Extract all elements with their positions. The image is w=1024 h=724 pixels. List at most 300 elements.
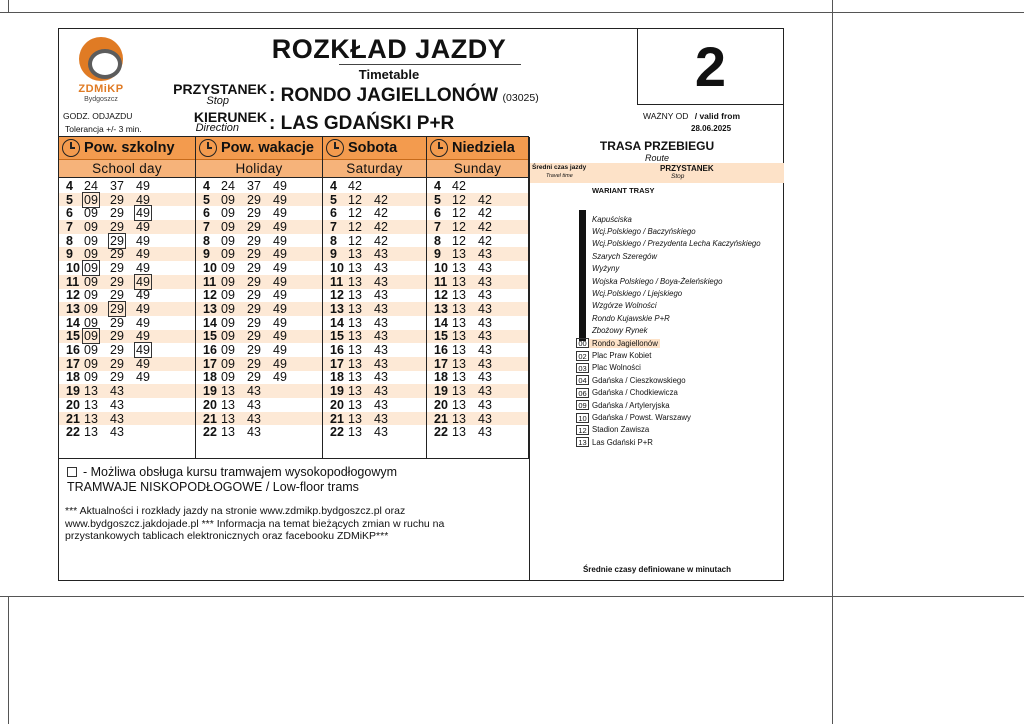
minute-cell [243, 261, 269, 275]
minute: 29 [110, 302, 124, 317]
minute-cell [106, 247, 132, 261]
minute: 29 [247, 288, 261, 303]
hour: 19 [203, 384, 217, 399]
minute-cell [370, 234, 396, 248]
hour: 12 [434, 288, 448, 303]
route-stop-name: Gdańska / Cieszkowskiego [592, 375, 686, 385]
minute-cell [217, 261, 243, 275]
schedule-row [427, 316, 528, 330]
route-stop-time: 03 [576, 363, 589, 373]
minute: 09 [84, 206, 98, 221]
minute-cell [344, 425, 370, 439]
column-rows [196, 178, 322, 439]
hour: 4 [330, 178, 337, 193]
minute-cell [269, 302, 295, 316]
minute-cell [132, 316, 158, 330]
minute: 49 [273, 356, 287, 371]
schedule-column-sunday [427, 137, 529, 458]
hour: 16 [434, 343, 448, 358]
schedule-row [59, 206, 195, 220]
minute: 13 [348, 343, 362, 358]
minute-cell [269, 206, 295, 220]
minute: 13 [348, 411, 362, 426]
minute-cell [106, 357, 132, 371]
route-stop [576, 275, 722, 287]
minute-cell [132, 261, 158, 275]
minute: 29 [247, 370, 261, 385]
minute: 43 [374, 384, 388, 399]
minute: 43 [374, 425, 388, 440]
column-subtitle: Holiday [196, 160, 322, 178]
schedule-row [427, 289, 528, 303]
hour: 12 [203, 288, 217, 303]
valid-from-label-en: / valid from [694, 111, 741, 121]
minute: 09 [84, 219, 98, 234]
minute: 09 [221, 343, 235, 358]
hour: 8 [434, 233, 441, 248]
minute-cell [217, 247, 243, 261]
minute-cell [80, 261, 106, 275]
schedule-row [323, 384, 426, 398]
minute-cell [80, 425, 106, 439]
minute-cell [132, 179, 158, 193]
schedule-row [323, 371, 426, 385]
route-stop-name: Wcj.Polskiego / Ljejskiego [592, 289, 683, 299]
page-title: ROZKŁAD JAZDY [271, 34, 507, 64]
schedule-row [59, 357, 195, 371]
minute: 49 [273, 302, 287, 317]
schedule-row [59, 261, 195, 275]
minute: 49 [136, 192, 150, 207]
schedule-row [59, 384, 195, 398]
schedule-row [323, 179, 426, 193]
schedule-row [323, 289, 426, 303]
minute-cell [344, 412, 370, 426]
minute-cell [217, 343, 243, 357]
title-underline [339, 64, 521, 65]
route-stop-name: Gdańska / Powst. Warszawy [592, 413, 691, 423]
minute-cell [217, 398, 243, 412]
hour: 5 [66, 192, 73, 207]
minute-cell [370, 275, 396, 289]
minute: 13 [221, 384, 235, 399]
minute: 43 [374, 356, 388, 371]
minute: 49 [273, 219, 287, 234]
minute: 13 [452, 302, 466, 317]
route-stop-name: Stadion Zawisza [592, 425, 650, 435]
route-stop-time: 09 [576, 400, 589, 410]
minute: 49 [136, 288, 150, 303]
minute-cell [370, 384, 396, 398]
minute-cell [243, 412, 269, 426]
schedule-row [427, 234, 528, 248]
minute: 43 [374, 274, 388, 289]
minute: 09 [84, 329, 98, 344]
hour: 9 [330, 247, 337, 262]
minute-cell [448, 398, 474, 412]
minute: 13 [84, 384, 98, 399]
minute: 42 [374, 192, 388, 207]
hour: 6 [203, 206, 210, 221]
minute-cell [217, 384, 243, 398]
route-table-header [530, 163, 784, 183]
hour: 7 [330, 219, 337, 234]
minute: 42 [478, 192, 492, 207]
route-stop-name: Rondo Jagiellonów [589, 339, 660, 348]
minute-cell [344, 234, 370, 248]
minute: 29 [247, 302, 261, 317]
depart-label: GODZ. ODJAZDU [63, 111, 133, 121]
minute-cell [106, 329, 132, 343]
minute: 09 [221, 356, 235, 371]
stop-name-row [269, 85, 539, 107]
minute-cell [269, 220, 295, 234]
minute-cell [132, 247, 158, 261]
hour: 22 [434, 425, 448, 440]
schedule-row [59, 330, 195, 344]
hour: 5 [330, 192, 337, 207]
minute-cell [344, 316, 370, 330]
route-stop [576, 374, 686, 386]
minute-cell [217, 234, 243, 248]
minute: 49 [273, 370, 287, 385]
minute-cell [370, 343, 396, 357]
minute-cell [80, 302, 106, 316]
hour: 16 [203, 343, 217, 358]
minute-cell [344, 275, 370, 289]
minute-cell [448, 275, 474, 289]
logo-city: Bydgoszcz [84, 96, 118, 103]
minute-cell [132, 206, 158, 220]
minute-cell [474, 302, 500, 316]
minute-cell [448, 302, 474, 316]
hour: 16 [330, 343, 344, 358]
hour: 21 [203, 411, 217, 426]
minute-cell [106, 261, 132, 275]
minute: 09 [221, 260, 235, 275]
minute: 13 [452, 425, 466, 440]
schedule-row [427, 425, 528, 439]
hour: 17 [434, 356, 448, 371]
hour: 8 [66, 233, 73, 248]
minute-cell [370, 193, 396, 207]
schedule-row [196, 302, 322, 316]
route-stop [576, 312, 670, 324]
minute-cell [269, 179, 295, 193]
minute-cell [474, 275, 500, 289]
minute-cell [448, 220, 474, 234]
hour: 11 [330, 274, 344, 289]
minute: 43 [110, 384, 124, 399]
minute: 13 [221, 397, 235, 412]
minute: 42 [478, 206, 492, 221]
minute: 37 [247, 178, 261, 193]
minute: 43 [247, 397, 261, 412]
minute: 29 [110, 315, 124, 330]
route-stop [576, 399, 670, 411]
schedule-row [196, 179, 322, 193]
minute-cell [132, 275, 158, 289]
minute: 13 [452, 384, 466, 399]
minute-cell [217, 302, 243, 316]
minute: 09 [84, 260, 98, 275]
minute-cell [80, 329, 106, 343]
route-stop [576, 337, 660, 349]
clock-icon [326, 139, 344, 157]
minute-cell [80, 398, 106, 412]
hour: 21 [434, 411, 448, 426]
minute: 09 [221, 302, 235, 317]
hour: 18 [66, 370, 80, 385]
minute-cell [243, 302, 269, 316]
hour: 10 [66, 260, 80, 275]
minute-cell [344, 398, 370, 412]
minute-cell [474, 425, 500, 439]
route-stop-name: Zbożowy Rynek [592, 326, 648, 336]
minute: 12 [348, 219, 362, 234]
minute: 49 [136, 178, 150, 193]
minute: 13 [348, 315, 362, 330]
minute-cell [243, 220, 269, 234]
hour: 8 [203, 233, 210, 248]
minute-cell [217, 329, 243, 343]
minute-cell [344, 384, 370, 398]
minute-cell [243, 316, 269, 330]
minute: 09 [221, 274, 235, 289]
travel-time-label-en: Travel time [546, 173, 573, 179]
minute-cell [243, 247, 269, 261]
minute: 13 [348, 288, 362, 303]
schedule-row [59, 289, 195, 303]
minute: 49 [136, 302, 150, 317]
minute-cell [370, 302, 396, 316]
schedule-row [427, 412, 528, 426]
schedule-row [59, 234, 195, 248]
minute: 43 [478, 274, 492, 289]
minute: 13 [84, 425, 98, 440]
valid-from-label [643, 111, 740, 121]
minute-cell [344, 357, 370, 371]
minute: 29 [247, 247, 261, 262]
minute-cell [132, 370, 158, 384]
minute: 12 [452, 192, 466, 207]
minute: 43 [374, 329, 388, 344]
minute: 29 [110, 288, 124, 303]
hour: 11 [66, 274, 80, 289]
clock-icon [62, 139, 80, 157]
minute: 13 [348, 370, 362, 385]
column-title: Pow. szkolny [84, 140, 175, 156]
minute-cell [448, 288, 474, 302]
hour: 17 [330, 356, 344, 371]
minute-cell [474, 412, 500, 426]
hour: 7 [434, 219, 441, 234]
minute: 49 [136, 260, 150, 275]
schedule-row [59, 179, 195, 193]
minute: 09 [221, 370, 235, 385]
route-stop [576, 349, 651, 361]
minute: 43 [374, 370, 388, 385]
minute: 43 [374, 288, 388, 303]
minute-cell [132, 357, 158, 371]
schedule-row [196, 234, 322, 248]
route-stop-name: Szarych Szeregów [592, 251, 658, 261]
hour: 19 [66, 384, 80, 399]
minute-cell [448, 316, 474, 330]
minute: 49 [273, 233, 287, 248]
minute-cell [344, 193, 370, 207]
minute-cell [106, 316, 132, 330]
route-stop-name: Plac Praw Kobiet [592, 351, 652, 361]
minute-cell [448, 384, 474, 398]
hour: 12 [66, 288, 80, 303]
hour: 17 [203, 356, 217, 371]
minute-cell [106, 370, 132, 384]
travel-time-label: Średni czas jazdy [532, 164, 587, 171]
minute: 29 [110, 260, 124, 275]
route-stop-time: 12 [576, 425, 589, 435]
schedule-row [323, 343, 426, 357]
square-marker-icon [67, 467, 77, 477]
minute: 29 [110, 219, 124, 234]
minute-cell [344, 179, 370, 193]
minute-cell [80, 275, 106, 289]
schedule-row [427, 247, 528, 261]
schedule-row [196, 275, 322, 289]
minute: 49 [136, 206, 150, 221]
hour: 18 [203, 370, 217, 385]
hour: 22 [66, 425, 80, 440]
minute: 43 [374, 260, 388, 275]
minute: 43 [374, 397, 388, 412]
hour: 14 [66, 315, 80, 330]
direction-name: : LAS GDAŃSKI P+R [269, 113, 455, 134]
hour: 12 [330, 288, 344, 303]
route-stop-label: PRZYSTANEK [660, 164, 714, 173]
hour: 4 [203, 178, 210, 193]
schedule-row [323, 275, 426, 289]
minute-cell [243, 206, 269, 220]
hour: 5 [203, 192, 210, 207]
minute: 13 [348, 384, 362, 399]
hour: 18 [434, 370, 448, 385]
minute: 13 [452, 370, 466, 385]
cut-line-right [832, 0, 833, 724]
minute: 29 [110, 274, 124, 289]
minute: 49 [136, 247, 150, 262]
schedule-row [196, 398, 322, 412]
minute-cell [132, 234, 158, 248]
hour: 14 [330, 315, 344, 330]
minute-cell [344, 261, 370, 275]
minute-cell [132, 288, 158, 302]
minute: 49 [273, 247, 287, 262]
minute: 09 [221, 206, 235, 221]
minute-cell [269, 329, 295, 343]
minute-cell [80, 412, 106, 426]
schedule-row [427, 206, 528, 220]
hour: 9 [434, 247, 441, 262]
route-stop-name: Plac Wolności [592, 363, 641, 373]
minute: 49 [273, 274, 287, 289]
hour: 20 [434, 397, 448, 412]
hour: 13 [434, 302, 448, 317]
schedule-row [323, 206, 426, 220]
minute: 13 [221, 425, 235, 440]
minute: 49 [273, 315, 287, 330]
schedule-row [427, 343, 528, 357]
route-stop [576, 387, 678, 399]
minute: 12 [348, 206, 362, 221]
schedule-row [196, 316, 322, 330]
schedule-row [196, 384, 322, 398]
hour: 15 [203, 329, 217, 344]
minute-cell [269, 316, 295, 330]
schedule-row [323, 330, 426, 344]
minute: 29 [247, 356, 261, 371]
minute: 43 [374, 411, 388, 426]
hour: 20 [330, 397, 344, 412]
schedule-row [323, 302, 426, 316]
minute: 43 [478, 343, 492, 358]
hour: 15 [330, 329, 344, 344]
minute-cell [243, 425, 269, 439]
minute-cell [217, 193, 243, 207]
minute-cell [370, 206, 396, 220]
minute-cell [243, 179, 269, 193]
cut-line-top [0, 12, 1024, 13]
route-stop-time: 10 [576, 413, 589, 423]
schedule-row [196, 289, 322, 303]
route-stop-name: Rondo Kujawskie P+R [592, 313, 670, 323]
minute-cell [474, 234, 500, 248]
minute-cell [474, 206, 500, 220]
schedule-row [427, 220, 528, 234]
minute-cell [106, 275, 132, 289]
stop-label: PRZYSTANEK [173, 81, 267, 97]
minute: 09 [84, 233, 98, 248]
route-stop-name: Wzgórze Wolności [592, 301, 657, 311]
route-stop [576, 436, 653, 448]
minute: 13 [84, 411, 98, 426]
minute: 13 [348, 260, 362, 275]
minute: 49 [136, 315, 150, 330]
hour: 18 [330, 370, 344, 385]
minute-cell [448, 179, 474, 193]
route-stop-name: Gdańska / Artyleryjska [592, 400, 670, 410]
low-floor-note-pl: - Możliwa obsługa kursu tramwajem wysokopodłogowym [83, 465, 398, 479]
minute-cell [344, 288, 370, 302]
zdmikp-logo [65, 35, 137, 111]
minute: 13 [348, 425, 362, 440]
column-subtitle: Saturday [323, 160, 426, 178]
minute: 09 [221, 329, 235, 344]
minute: 42 [374, 233, 388, 248]
minute: 29 [110, 329, 124, 344]
hour: 9 [203, 247, 210, 262]
minute: 29 [247, 260, 261, 275]
schedule-row [196, 357, 322, 371]
schedule-column-saturday [323, 137, 427, 458]
schedule-row [196, 412, 322, 426]
schedule-row [59, 398, 195, 412]
cut-line-bottom [0, 596, 1024, 597]
minute: 13 [348, 356, 362, 371]
hour: 13 [203, 302, 217, 317]
minute: 13 [348, 274, 362, 289]
route-stop [576, 263, 619, 275]
route-stop [576, 287, 682, 299]
